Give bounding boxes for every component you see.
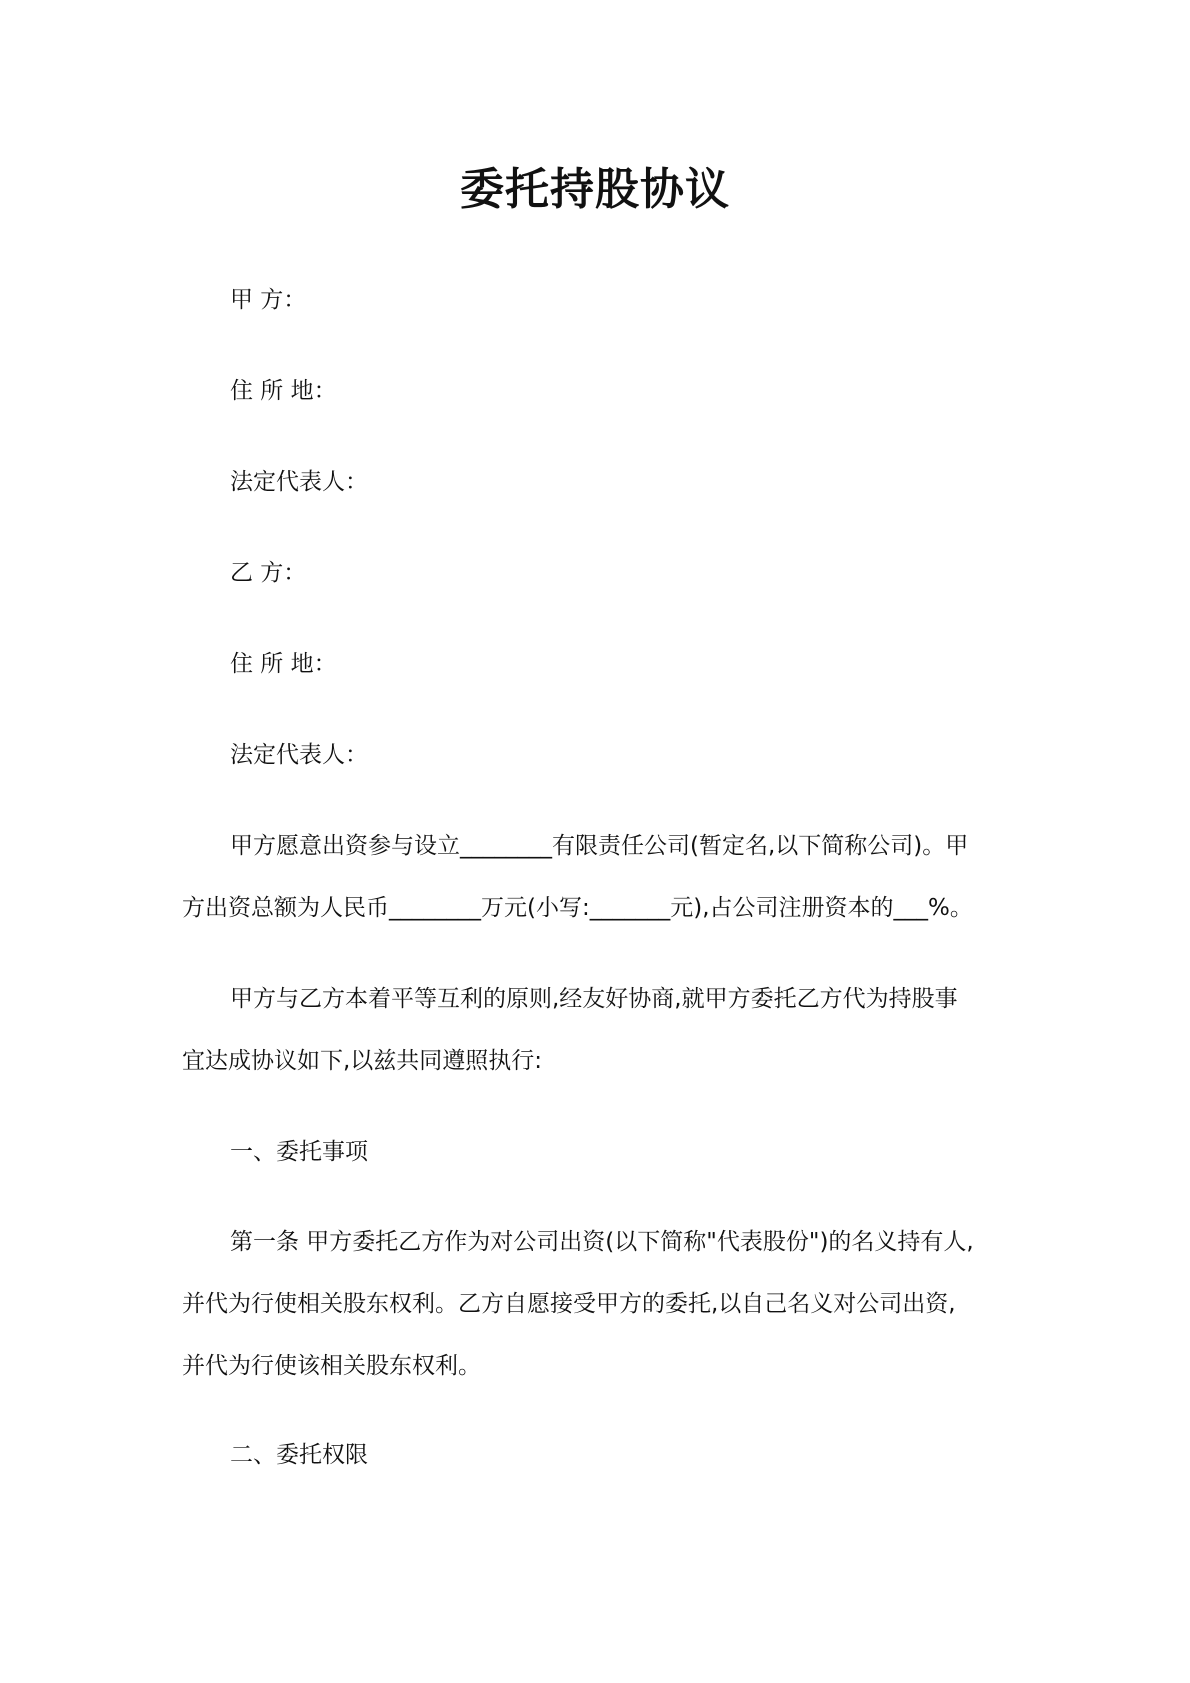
paragraph-investment-line-2: 方出资总额为人民币________万元(小写:_______元),占公司注册资本的___%。: [182, 895, 973, 921]
document-title: 委托持股协议: [460, 164, 730, 215]
article-1-line-1: 第一条 甲方委托乙方作为对公司出资(以下简称"代表股份")的名义持有人,: [230, 1229, 974, 1255]
paragraph-investment: [182, 815, 1012, 939]
party-b-label: 乙 方：: [230, 560, 307, 586]
party-a-legal-rep-label: 法定代表人：: [230, 469, 368, 495]
paragraph-agreement-intro-line-1: 甲方与乙方本着平等互利的原则,经友好协商,就甲方委托乙方代为持股事: [230, 986, 958, 1012]
party-a-address-label: 住 所 地：: [230, 378, 337, 404]
paragraph-agreement-intro-line-2: 宜达成协议如下,以兹共同遵照执行:: [182, 1048, 543, 1074]
party-b-legal-rep-label: 法定代表人：: [230, 742, 368, 768]
section-2-heading: 二、委托权限: [230, 1442, 368, 1468]
paragraph-investment-line-1: 甲方愿意出资参与设立________有限责任公司(暂定名,以下简称公司)。甲: [230, 833, 969, 859]
party-b-address-label: 住 所 地：: [230, 651, 337, 677]
paragraph-agreement-intro: [182, 968, 1012, 1092]
section-1-heading: 一、委托事项: [230, 1139, 368, 1165]
article-1-line-3: 并代为行使该相关股东权利。: [182, 1353, 481, 1379]
party-a-label: 甲 方：: [230, 287, 307, 313]
article-1: [182, 1211, 1012, 1397]
article-1-line-2: 并代为行使相关股东权利。乙方自愿接受甲方的委托,以自己名义对公司出资,: [182, 1291, 956, 1317]
